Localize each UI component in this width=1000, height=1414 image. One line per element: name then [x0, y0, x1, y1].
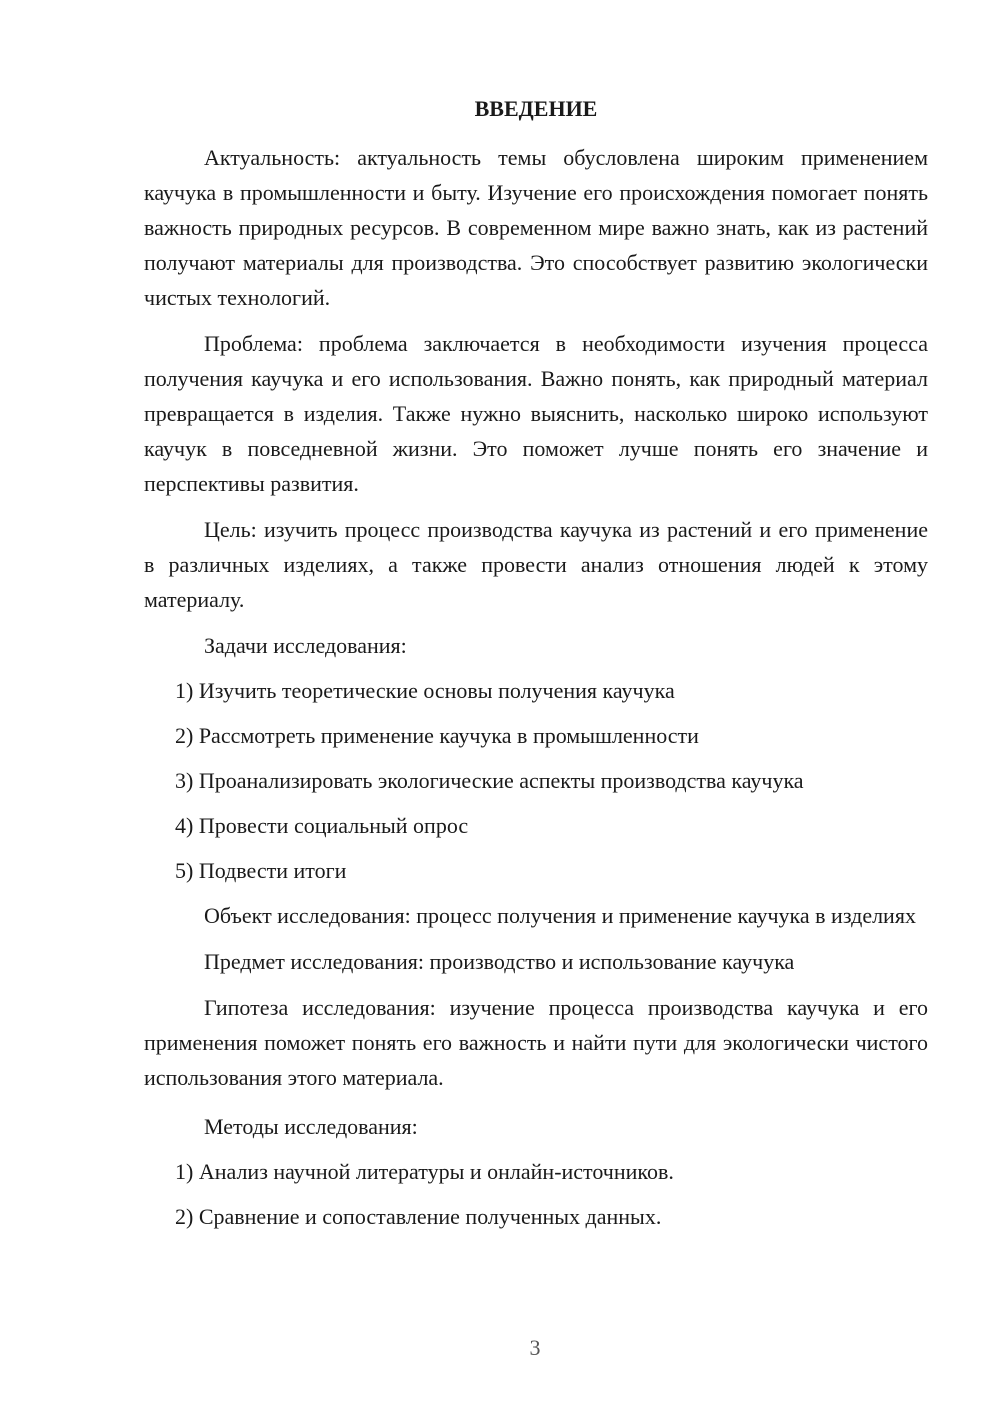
- task-item: 2) Рассмотреть применение каучука в промышленности: [175, 723, 699, 748]
- methods-heading: Методы исследования:: [204, 1114, 418, 1139]
- method-item: 1) Анализ научной литературы и онлайн-источников.: [175, 1159, 674, 1184]
- method-item: 2) Сравнение и сопоставление полученных данных.: [175, 1204, 662, 1229]
- task-item: 5) Подвести итоги: [175, 858, 347, 883]
- page-number: 3: [529, 1335, 541, 1360]
- subject-paragraph: Предмет исследования: производство и использование каучука: [204, 949, 795, 974]
- document-page: [144, 94, 928, 1244]
- object-paragraph: Объект исследования: процесс получения и применение каучука в изделиях: [204, 903, 916, 928]
- hypothesis-paragraph: Гипотеза исследования: изучение процесса производства каучука и его применения поможет понять его важность и найти пути для экологически чистого использования этого материала.: [144, 995, 928, 1090]
- tasks-heading: Задачи исследования:: [204, 633, 407, 658]
- section-title: ВВЕДЕНИЕ: [474, 96, 598, 121]
- task-item: 3) Проанализировать экологические аспекты производства каучука: [175, 768, 804, 793]
- task-item: 1) Изучить теоретические основы получения каучука: [175, 678, 675, 703]
- problem-paragraph: Проблема: проблема заключается в необходимости изучения процесса получения каучука и его использования. Важно понять, как природный материал превращается в изделия. Также нужно выяснить, насколько широко используют каучук в повседневной жизни. Это поможет лучше понять его значение и перспективы развития.: [144, 331, 928, 496]
- relevance-paragraph: Актуальность: актуальность темы обусловлена широким применением каучука в промышленности и быту. Изучение его происхождения помогает понять важность природных ресурсов. В современном мире важно знать, как из растений получают материалы для производства. Это способствует развитию экологически чистых технологий.: [144, 145, 928, 310]
- goal-paragraph: Цель: изучить процесс производства каучука из растений и его применение в различных изделиях, а также провести анализ отношения людей к этому материалу.: [144, 517, 928, 612]
- task-item: 4) Провести социальный опрос: [175, 813, 469, 838]
